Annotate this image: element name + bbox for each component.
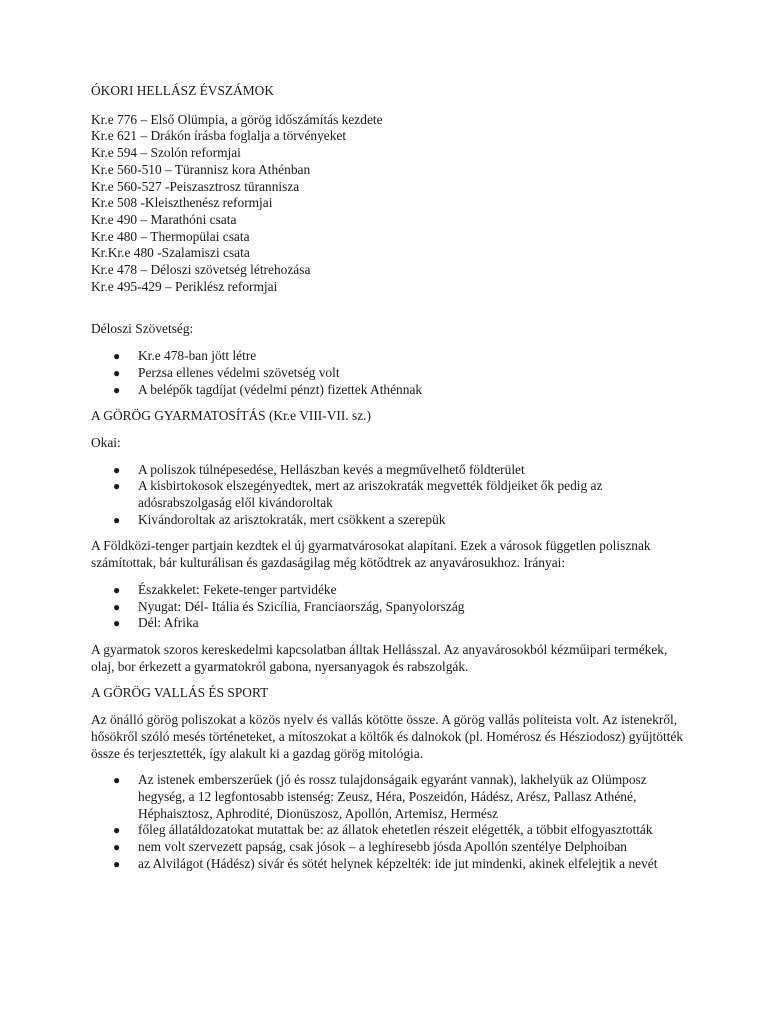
causes-list (91, 462, 691, 529)
bullet-icon: ● (113, 382, 121, 397)
date-line: Kr.e 776 – Első Olümpia, a görög időszámítás kezdete (91, 111, 383, 127)
date-line: Kr.e 490 – Marathóni csata (91, 211, 237, 227)
delos-heading: Déloszi Szövetség: (91, 321, 194, 337)
list-item: ● Nyugat: Dél- Itália és Szicília, Franciaország, Spanyolország (113, 598, 465, 614)
causes-label: Okai: (91, 434, 121, 450)
date-line: Kr.e 560-527 -Peiszasztrosz türannisza (91, 178, 300, 194)
document-page (91, 83, 691, 882)
date-line: Kr.e 594 – Szolón reformjai (91, 145, 241, 161)
bullet-icon: ● (113, 616, 121, 631)
date-line: Kr.e 508 -Kleiszthenész reformjai (91, 195, 273, 211)
date-line: Kr.Kr.e 480 -Szalamiszi csata (91, 245, 250, 261)
bullet-icon: ● (113, 582, 121, 597)
religion-heading: A GÖRÖG VALLÁS ÉS SPORT (91, 685, 269, 701)
list-item: ● A kisbirtokosok elszegényedtek, mert az ariszokraták megvették földjeiket ők pedig az adósrabszolgaság elől kivándoroltak (113, 478, 603, 511)
colonization-heading: A GÖRÖG GYARMATOSÍTÁS (Kr.e VIII-VII. sz.) (91, 408, 371, 424)
date-line: Kr.e 480 – Thermopülai csata (91, 228, 250, 244)
list-item: ● Az istenek emberszerűek (jó és rossz tulajdonságaik egyaránt vannak), lakhelyük az Olümposz hegység, a 12 legfontosabb istenség: Zeusz, Héra, Poszeidón, Hádész, Arész, Pallasz Athéné, Héphaisztosz, Aphrodité, Dionüszosz, Apollón, Artemisz, Hermész (113, 772, 647, 821)
bullet-icon: ● (113, 856, 121, 871)
list-item: ● Kr.e 478-ban jött létre (113, 348, 257, 364)
list-item: ● A belépők tagdíjat (védelmi pénzt) fizettek Athénnak (113, 381, 423, 397)
date-list (91, 112, 691, 296)
bullet-icon: ● (113, 512, 121, 527)
bullet-icon: ● (113, 462, 121, 477)
list-item: ● A poliszok túlnépesedése, Hellászban kevés a megművelhető földterület (113, 461, 525, 477)
trade-paragraph: A gyarmatok szoros kereskedelmi kapcsolatban álltak Hellásszal. Az anyavárosokból kézműipari termékek, olaj, bor érkezett a gyarmatokról gabona, nyersanyagok és rabszolgák. (91, 641, 668, 674)
religion-paragraph: Az önálló görög poliszokat a közös nyelv és vallás kötötte össze. A görög vallás politeista volt. Az istenekről, hősökről szóló mesés történeteket, a mítoszokat a költők és dalnokok (pl. Homérosz és Hésziodosz) gyűjtötték össze és terjesztették, így alakult ki a gazdag görög mitológia. (91, 712, 684, 761)
colonization-paragraph: A Földközi-tenger partjain kezdtek el új gyarmatvárosokat alapítani. Ezek a városok független polisznak számítottak, bár kulturálisan és gazdaságilag még kötődtrek az anyavárosukhoz. Irányai: (91, 538, 651, 571)
directions-list (91, 582, 691, 632)
list-item: ● Dél: Afrika (113, 615, 199, 631)
list-item: ● főleg állatáldozatokat mutattak be: az állatok ehetetlen részeit elégették, a többit elfogyasztották (113, 822, 653, 838)
date-line: Kr.e 478 – Déloszi szövetség létrehozása (91, 262, 311, 278)
date-line: Kr.e 560-510 – Türannisz kora Athénban (91, 161, 311, 177)
list-item: ● az Alvilágot (Hádész) sivár és sötét helynek képzelték: ide jut mindenki, akinek elfelejtik a nevét (113, 855, 658, 871)
bullet-icon: ● (113, 365, 121, 380)
list-item: ● Kivándoroltak az arisztokraták, mert csökkent a szerepük (113, 511, 446, 527)
delos-list (91, 348, 691, 398)
list-item: ● Perzsa ellenes védelmi szövetség volt (113, 364, 340, 380)
document-title: ÓKORI HELLÁSZ ÉVSZÁMOK (91, 83, 274, 98)
date-line: Kr.e 495-429 – Periklész reformjai (91, 278, 278, 294)
bullet-icon: ● (113, 823, 121, 838)
bullet-icon: ● (113, 349, 121, 364)
bullet-icon: ● (113, 599, 121, 614)
bullet-icon: ● (113, 479, 121, 494)
bullet-icon: ● (113, 840, 121, 855)
bullet-icon: ● (113, 773, 121, 788)
list-item: ● Északkelet: Fekete-tenger partvidéke (113, 581, 337, 597)
date-line: Kr.e 621 – Drákón írásba foglalja a törvényeket (91, 128, 347, 144)
list-item: ● nem volt szervezett papság, csak jósok – a leghíresebb jósda Apollón szentélye Delphoiban (113, 839, 627, 855)
religion-list (91, 772, 691, 872)
